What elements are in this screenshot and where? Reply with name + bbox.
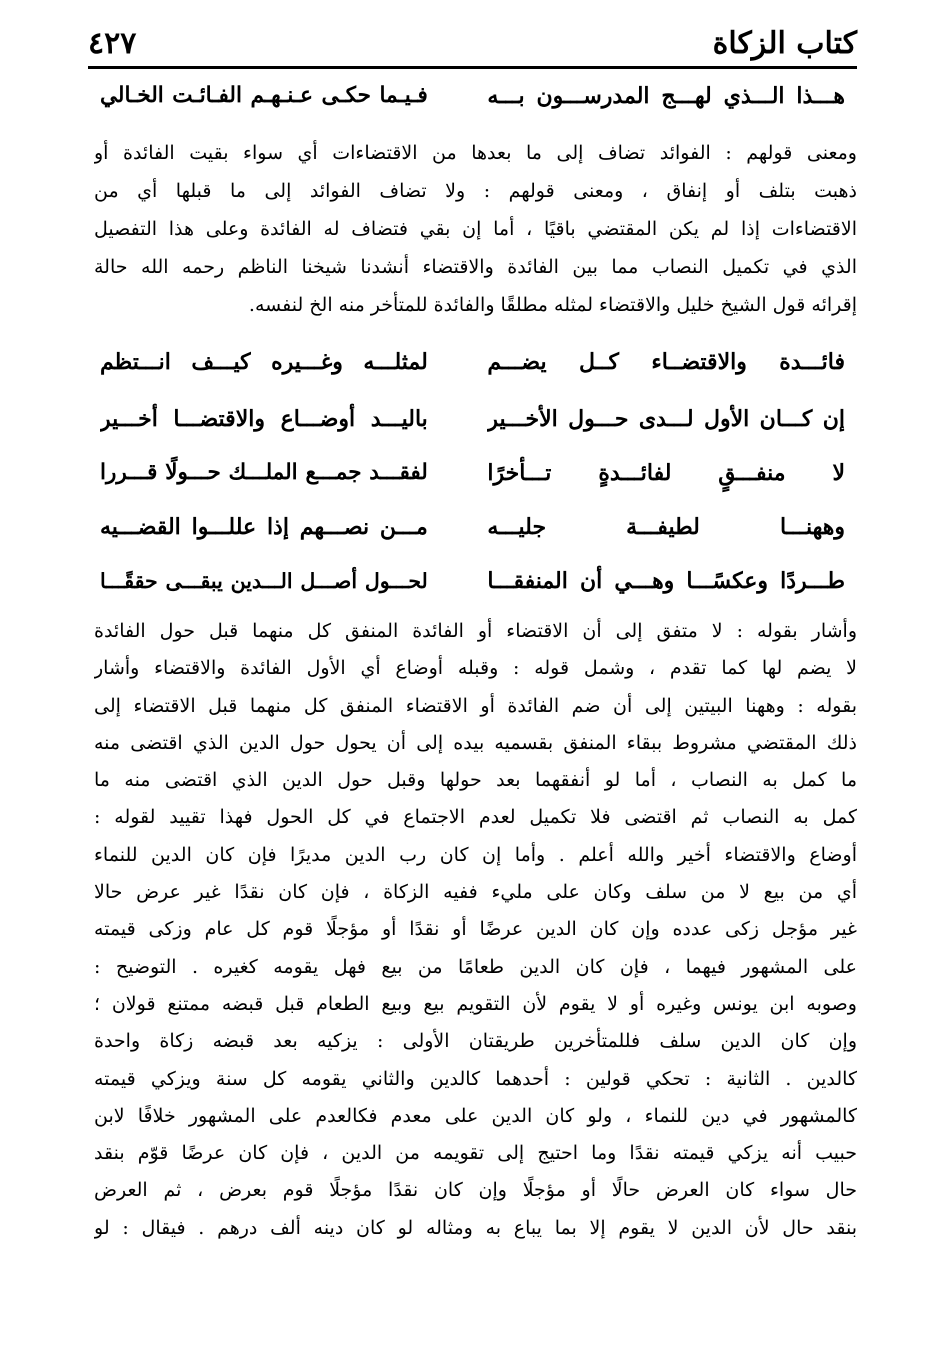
text-line: وصوبه ابن يونس وغيره أو لا يقوم لأن التقويم بيع وبيع الطعام قبل قبضه ممتنع قولان ؛	[94, 992, 857, 1015]
text-line: الاقتضاءات إذا لم يكن المقتضي باقيًا ، أما إن بقي فتضاف له الفائدة وعلى هذا التفصيل	[94, 218, 857, 240]
verse-1	[100, 342, 845, 382]
verse-2	[100, 399, 845, 439]
text-line: لا يضم لها كما تقدم ، وشمل قوله : وقبله أوضاع أي الأول الفائدة والاقتضاء وأشار	[94, 657, 857, 680]
verse-second-hemistich: فـيـما حكـى عـنـهـم الفـائـت الخـالي	[100, 83, 428, 108]
text-line: حال سواء كان العرض حالًا أو مؤجلًا وإن كان نقدًا مؤجلًا قوم بعرض ، ثم العرض	[94, 1179, 857, 1202]
text-line: غير مؤجل زكى عدده وإن كان الدين عرضًا أو نقدًا أو مؤجلًا قوم كل عام وزكى قيمته	[94, 918, 857, 941]
text-line: إقرائه قول الشيخ خليل والاقتضاء لمثله مطلقًا والفائدة للمتأخر منه الخ لنفسه.	[248, 294, 857, 316]
text-line: أي من بيع لا من سلف وكان على مليء ففيه الزكاة ، فإن كان نقدًا غير عرض حالا	[94, 881, 857, 904]
text-line: وإن كان الدين سلف فللمتأخرين طريقتان الأولى : يزكيه بعد قبضه زكاة واحدة	[94, 1030, 857, 1053]
text-line: وأشار بقوله : لا متفق إلى أن الاقتضاء أو الفائدة المنفق كل منهما قبل حول الفائدة	[94, 620, 857, 642]
verse-5	[100, 561, 845, 601]
verse-first-hemistich: لا منفـــقٍ لفائـــدةٍ تـــأخرًا	[487, 460, 845, 486]
text-line: كمل به النصاب ثم اقتضى فلا تكميل لعدم الاجتماع في كل الحول فهذا تقييد لقوله :	[94, 806, 857, 829]
verse-4	[100, 507, 845, 547]
paragraph-1	[94, 134, 857, 324]
verse-second-hemistich: لمثلـــه وغـــيره كيـــف انـــتظم	[100, 349, 428, 375]
verse-second-hemistich: لفقـــد جمـــع الملـــك حـــولًا قـــررا	[100, 460, 428, 485]
text-line: ذهبت بتلف أو إنفاق ، ومعنى قولهم : ولا تضاف الفوائد إلى ما قبلها أي من	[94, 180, 857, 202]
verse-first-hemistich: وههنـــا لطيفـــة جليـــه	[487, 514, 845, 540]
text-line: ما كمل به النصاب ، أما لو أنفقهما بعد حولها وقبل حول الدين الذي اقتضى منه ما	[94, 769, 857, 792]
verse-first-hemistich: إن كـــان الأول لـــدى حـــول الأخـــير	[487, 406, 845, 432]
verse-first-hemistich: هـــذا الـــذي لهـــج المدرســـون بـــه	[487, 83, 845, 109]
verse-second-hemistich: لحـــول أصـــل الـــدين يبقـــى حققًـــا	[100, 569, 428, 593]
top-verse	[100, 76, 845, 116]
text-line: ذلك المقتضي مشروط ببقاء المنفق بقسميه بيده إلى أن يحول حول الدين الذي اقتضى منه	[94, 731, 857, 754]
verse-second-hemistich: مـــن نصـــهم إذا عللـــوا القضـــيه	[100, 514, 428, 540]
verse-first-hemistich: فائـــدة والاقتضــاء كــل يضـــم	[487, 349, 845, 375]
text-line: كالدين . الثانية : تحكي قولين : أحدهما كالدين والثاني يقومه كل سنة ويزكي قيمته	[94, 1067, 857, 1090]
running-header	[88, 22, 857, 66]
text-line: على المشهور فيهما ، فإن كان الدين طعامًا من بيع فهل يقومه كغيره . التوضيح :	[94, 955, 857, 978]
text-line: الذي في تكميل النصاب مما بين الفائدة والاقتضاء أنشدنا شيخنا الناظم رحمه الله حالة	[94, 256, 857, 278]
header-title: كتاب الزكاة	[712, 26, 857, 61]
header-divider	[88, 66, 857, 69]
text-line: ومعنى قولهم : الفوائد تضاف إلى ما بعدها من الاقتضاءات أي سواء بقيت الفائدة أو	[94, 142, 857, 164]
text-line: أوضاع والاقتضاء أخير والله أعلم . وأما إن كان رب الدين مديرًا فإن كان الدين للنماء	[94, 843, 857, 866]
text-line: حبيب أنه يزكي قيمته نقدًا وما احتيج إلى تقويمه من الدين ، فإن كان عرضًا قوّم بنقد	[94, 1142, 857, 1165]
verse-second-hemistich: باليـــد أوضـــاع والاقتضـــا أخـــير	[100, 406, 428, 432]
verse-3	[100, 453, 845, 493]
paragraph-2	[94, 613, 857, 1247]
text-line: كالمشهور في دين للنماء ، ولو كان الدين على معدم فكالعدم على المشهور خلافًا لابن	[94, 1104, 857, 1127]
text-line: بقوله : وههنا البيتين إلى أن ضم الفائدة أو الاقتضاء المنفق كل منهما قبل الاقتضاء إلى	[94, 694, 857, 717]
page-number: ٤٢٧	[88, 26, 137, 61]
text-line: بنقد حال لأن الدين لا يقوم إلا بما يباع به ومثاله لو كان دينه ألف درهم . فيقال : لو	[94, 1216, 857, 1239]
verse-first-hemistich: طـــردًا وعكسًـــا وهـــي أن المنفقـــا	[487, 568, 845, 594]
